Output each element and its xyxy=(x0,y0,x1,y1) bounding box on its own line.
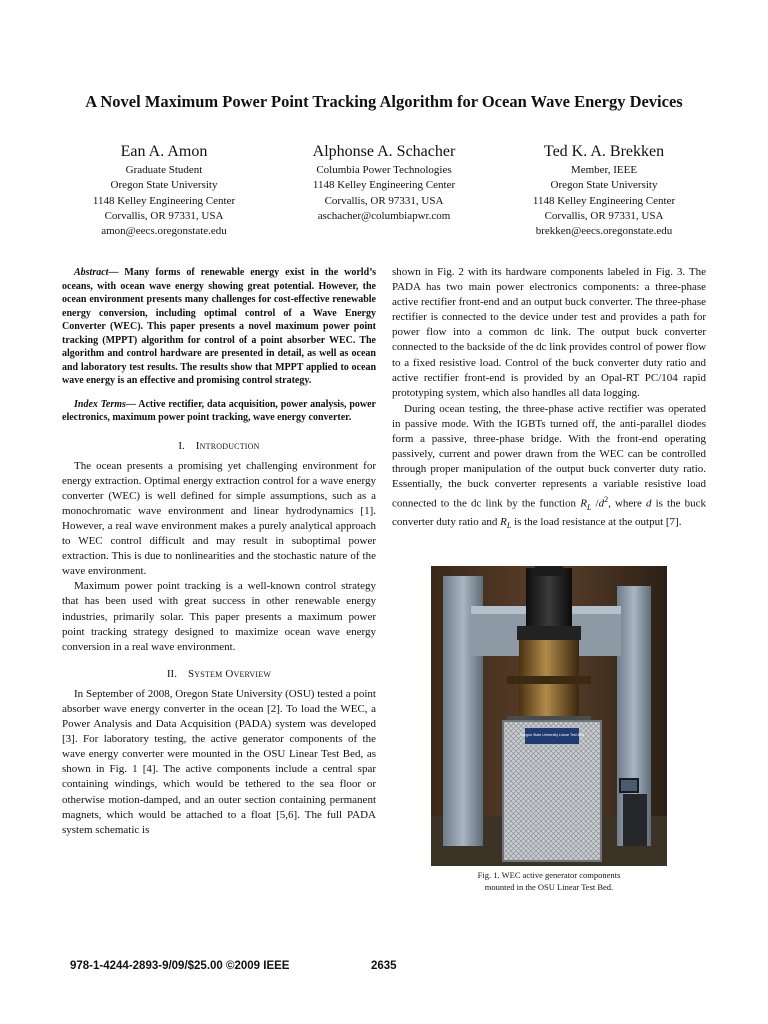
formula-var: d xyxy=(645,498,652,511)
formula-slash: / xyxy=(591,498,599,511)
linear-test-bed-image xyxy=(431,566,667,866)
index-terms xyxy=(62,398,376,425)
author-line: 1148 Kelley Engineering Center xyxy=(312,179,456,192)
author-line: Corvallis, OR 97331, USA xyxy=(104,209,224,222)
section-title: System Overview xyxy=(187,667,272,680)
author-name: Alphonse A. Schacher xyxy=(312,143,456,160)
author-line: Oregon State University xyxy=(550,179,658,192)
intro-paragraph-1: The ocean presents a promising yet challenging environment for energy extraction. Optimal energy extraction control for a wave energy converter (WEC) is well defined for simple assumptions, such as a monochromatic wave environment and linear hydrodynamics [1]. However, a real wave environment makes a purely analytical approach to WEC control difficult and may result in suboptimal power extraction. This is due to nonlinearities and the stochastic nature of the wave environment. xyxy=(62,459,376,578)
text-run: During ocean testing, the three-phase active rectifier was operated in passive mode. With the IGBTs turned off, the anti-parallel diodes form a passive, three-phase bridge. With the front-end operating passively, current and power drawn from the WEC can be controlled through proper manipulation of the output buck converter duty ratio. Essentially, the buck converter represents a variable resistive load connected to the dc link by the function xyxy=(392,402,706,511)
author-email: amon@eecs.oregonstate.edu xyxy=(101,225,227,238)
figure-1-photo xyxy=(431,566,667,866)
text-run: is the load resistance at the output [7]. xyxy=(511,516,682,529)
formula-var: R xyxy=(500,516,507,529)
author-name: Ted K. A. Brekken xyxy=(543,143,665,160)
figure-caption-line: Fig. 1. WEC active generator components xyxy=(477,870,621,880)
index-terms-label: Index Terms— xyxy=(74,398,136,410)
author-block-schacher xyxy=(274,142,494,224)
section-heading-introduction xyxy=(62,439,376,454)
section-number: II. xyxy=(166,667,177,680)
author-line: 1148 Kelley Engineering Center xyxy=(532,194,676,207)
text-run: is the buck converter duty ratio and xyxy=(392,498,707,529)
author-line: Oregon State University xyxy=(110,179,218,192)
figure-caption-line: mounted in the OSU Linear Test Bed. xyxy=(484,882,614,892)
section-heading-system-overview xyxy=(62,667,376,682)
author-line: Corvallis, OR 97331, USA xyxy=(544,209,664,222)
system-overview-paragraph: In September of 2008, Oregon State University (OSU) tested a point absorber wave energy converter in the ocean [2]. To load the WEC, a Power Analysis and Data Acquisition (PADA) system was developed [3]. For laboratory testing, the active generator components of the wave energy converter were mounted in the OSU Linear Test Bed, as shown in Fig. 1 [4]. The active components include a central spar containing windings, which would be tethered to the sea floor or otherwise motion-damped, and an outer section containing permanent magnets, which would be attached to a float [5,6]. The full PADA system schematic is xyxy=(62,687,376,836)
body-paragraph-pada: shown in Fig. 2 with its hardware components labeled in Fig. 3. The PADA has two main power electronics components: a three-phase active rectifier front-end and an output buck converter. The three-phase rectifier is connected to the device under test and provides a path for power flow into a common dc link. The output buck converter connected to the backside of the dc link provides control of power flow to a fixed resistive load. Control of the buck converter duty ratio and active rectifier front-end is provided by an Opal-RT PC/104 rapid prototyping system, which also handles all data logging. xyxy=(392,266,707,399)
author-line: Member, IEEE xyxy=(570,164,638,176)
formula-subscript: L xyxy=(506,521,512,531)
author-block-brekken xyxy=(494,142,714,239)
author-line: 1148 Kelley Engineering Center xyxy=(92,194,236,207)
right-column xyxy=(392,265,706,534)
body-paragraph-ocean-testing xyxy=(392,402,706,534)
author-email: brekken@eecs.oregonstate.edu xyxy=(535,225,673,238)
text-run: , where xyxy=(608,498,646,511)
author-line: Columbia Power Technologies xyxy=(316,164,452,176)
intro-paragraph-2: Maximum power point tracking is a well-known control strategy that has been used with great success in other renewable energy industries, primarily solar. This paper presents a maximum power point tracking strategy designed to maximize ocean wave energy conversion in a real wave environment. xyxy=(62,580,376,653)
abstract xyxy=(62,266,376,388)
section-number: I. xyxy=(178,439,185,452)
figure-1-caption xyxy=(432,869,666,893)
formula-exponent: 2 xyxy=(604,495,609,505)
author-block-amon xyxy=(54,142,274,239)
section-title: Introduction xyxy=(195,439,260,452)
index-terms-text: Active rectifier, data acquisition, power analysis, power electronics, maximum power point tracking, wave energy converter. xyxy=(62,398,376,423)
author-name: Ean A. Amon xyxy=(120,143,208,160)
left-column xyxy=(62,266,376,838)
paper-title: A Novel Maximum Power Point Tracking Algorithm for Ocean Wave Energy Devices xyxy=(85,92,683,111)
page-number: 2635 xyxy=(371,960,397,972)
photo-sign-text: Oregon State University Linear Test Bed xyxy=(519,733,585,737)
author-line: Corvallis, OR 97331, USA xyxy=(324,194,444,207)
footer-isbn: 978-1-4244-2893-9/09/$25.00 ©2009 IEEE xyxy=(70,960,290,972)
formula-subscript: L xyxy=(586,503,592,513)
author-line: Graduate Student xyxy=(125,164,203,176)
abstract-label: Abstract— xyxy=(74,267,119,278)
formula-var: d xyxy=(598,498,605,511)
formula-var: R xyxy=(580,498,587,511)
abstract-text: Many forms of renewable energy exist in the world’s oceans, with ocean wave energy showing great potential. However, the ocean environment presents many challenges for cost-effective renewable energy conversion, including optimal control of a Wave Energy Converter (WEC). This paper presents a novel maximum power point tracking (MPPT) algorithm for control of a point absorber WEC. The algorithm and control hardware are presented in detail, as well as ocean and laboratory test results. The results show that MPPT applied to ocean wave energy is an effective and promising control strategy. xyxy=(62,267,376,386)
author-email: aschacher@columbiapwr.com xyxy=(317,209,451,222)
